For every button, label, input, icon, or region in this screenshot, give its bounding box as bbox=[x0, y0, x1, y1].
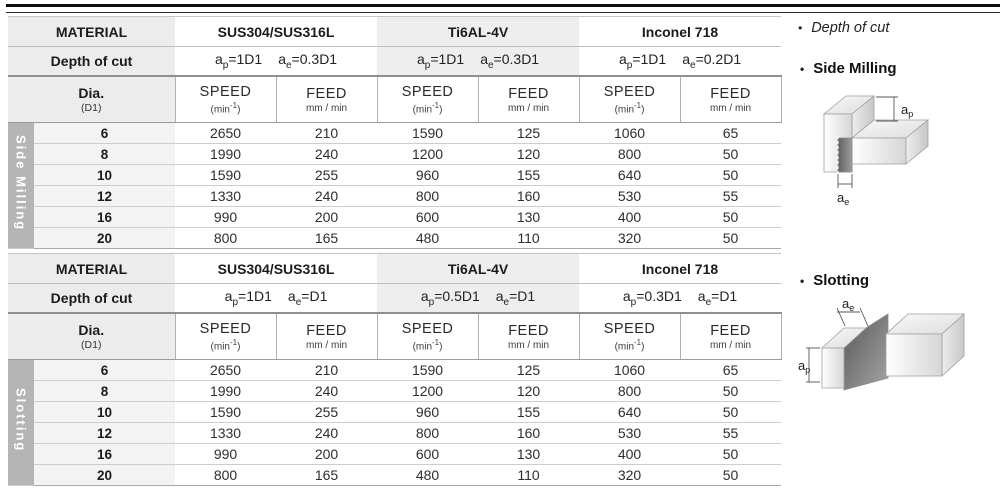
table-cell: 165 bbox=[276, 228, 377, 249]
slotting-diagram bbox=[798, 298, 978, 425]
table-row bbox=[8, 186, 781, 207]
material-label: MATERIAL bbox=[8, 17, 175, 47]
table-cell: 960 bbox=[377, 402, 478, 423]
table-cell: 50 bbox=[680, 207, 781, 228]
dia-value: 16 bbox=[34, 207, 175, 228]
table-cell: 640 bbox=[579, 165, 680, 186]
depth-of-cut-label: Depth of cut bbox=[8, 47, 175, 77]
table-row bbox=[8, 228, 781, 249]
legend-depth-of-cut-label: Depth of cut bbox=[811, 20, 890, 36]
table-cell: 480 bbox=[377, 228, 478, 249]
table-cell: 50 bbox=[680, 228, 781, 249]
table-row bbox=[8, 423, 781, 444]
material-name-inconel: Inconel 718 bbox=[579, 17, 781, 47]
dia-value: 20 bbox=[34, 228, 175, 249]
material-name-sus: SUS304/SUS316L bbox=[175, 17, 377, 47]
material-name-ti: Ti6AL-4V bbox=[377, 17, 579, 47]
bullet-icon: • bbox=[800, 62, 805, 76]
table-cell: 65 bbox=[680, 123, 781, 144]
dia-value: 16 bbox=[34, 444, 175, 465]
depth-values-ti: $a_p=0.5D1$ $a_e=D1$ bbox=[377, 284, 579, 314]
table-cell: 400 bbox=[579, 444, 680, 465]
table-row bbox=[8, 123, 781, 144]
table-cell: 600 bbox=[377, 444, 478, 465]
dia-value: 12 bbox=[34, 186, 175, 207]
table-cell: 210 bbox=[276, 360, 377, 381]
table-cell: 600 bbox=[377, 207, 478, 228]
depth-values-inconel: $a_p=1D1$ $a_e=0.2D1$ bbox=[579, 47, 781, 77]
table-cell: 1590 bbox=[175, 402, 276, 423]
table-cell: 120 bbox=[478, 144, 579, 165]
table-row bbox=[8, 207, 781, 228]
table-cell: 1590 bbox=[175, 165, 276, 186]
depth-of-cut-label: Depth of cut bbox=[8, 284, 175, 314]
bullet-icon: • bbox=[800, 274, 805, 288]
table-cell: 155 bbox=[478, 165, 579, 186]
table-cell: 240 bbox=[276, 381, 377, 402]
ap-label: $a_p$ bbox=[798, 358, 811, 375]
material-name-ti: Ti6AL-4V bbox=[377, 254, 579, 284]
top-rule bbox=[6, 4, 1000, 13]
table-cell: 2650 bbox=[175, 123, 276, 144]
feed-header: FEED mm / min bbox=[276, 76, 377, 123]
material-name-inconel: Inconel 718 bbox=[579, 254, 781, 284]
table-cell: 1590 bbox=[377, 360, 478, 381]
feed-header: FEED mm / min bbox=[478, 76, 579, 123]
side-milling-diagram bbox=[810, 86, 960, 213]
feed-header: FEED mm / min bbox=[680, 313, 781, 360]
table-cell: 530 bbox=[579, 423, 680, 444]
side-milling-table bbox=[8, 16, 782, 249]
table-cell: 800 bbox=[579, 381, 680, 402]
legend-slotting-label: Slotting bbox=[813, 272, 870, 289]
speed-header: SPEED $(\min^{-1})$ bbox=[579, 313, 680, 360]
table-cell: 160 bbox=[478, 423, 579, 444]
table-cell: 110 bbox=[478, 465, 579, 486]
dia-header: Dia. (D1) bbox=[8, 76, 175, 123]
table-cell: 240 bbox=[276, 186, 377, 207]
ae-label: $a_e$ bbox=[842, 298, 855, 313]
legend-depth-of-cut bbox=[798, 20, 889, 36]
table-cell: 120 bbox=[478, 381, 579, 402]
table-cell: 1990 bbox=[175, 381, 276, 402]
dia-value: 8 bbox=[34, 381, 175, 402]
table-cell: 255 bbox=[276, 165, 377, 186]
table-row bbox=[8, 360, 781, 381]
table-cell: 1330 bbox=[175, 186, 276, 207]
table-row bbox=[8, 381, 781, 402]
depth-values-sus: $a_p=1D1$ $a_e=D1$ bbox=[175, 284, 377, 314]
table-cell: 200 bbox=[276, 444, 377, 465]
table-row bbox=[8, 144, 781, 165]
ae-label: $a_e$ bbox=[837, 190, 850, 207]
dia-value: 10 bbox=[34, 165, 175, 186]
feed-header: FEED mm / min bbox=[680, 76, 781, 123]
table-cell: 130 bbox=[478, 444, 579, 465]
table-cell: 155 bbox=[478, 402, 579, 423]
table-cell: 800 bbox=[175, 465, 276, 486]
dia-value: 10 bbox=[34, 402, 175, 423]
table-cell: 480 bbox=[377, 465, 478, 486]
legend-panel bbox=[796, 14, 1002, 492]
table-cell: 55 bbox=[680, 423, 781, 444]
table-cell: 1330 bbox=[175, 423, 276, 444]
table-cell: 160 bbox=[478, 186, 579, 207]
speed-header: SPEED $(\min^{-1})$ bbox=[579, 76, 680, 123]
depth-values-ti: $a_p=1D1$ $a_e=0.3D1$ bbox=[377, 47, 579, 77]
material-header-row bbox=[8, 17, 781, 47]
depth-values-inconel: $a_p=0.3D1$ $a_e=D1$ bbox=[579, 284, 781, 314]
table-cell: 50 bbox=[680, 444, 781, 465]
table-cell: 125 bbox=[478, 360, 579, 381]
table-cell: 990 bbox=[175, 207, 276, 228]
table-row bbox=[8, 402, 781, 423]
table-cell: 1060 bbox=[579, 123, 680, 144]
table-cell: 255 bbox=[276, 402, 377, 423]
table-row bbox=[8, 465, 781, 486]
table-cell: 50 bbox=[680, 144, 781, 165]
ap-label: $a_p$ bbox=[901, 102, 914, 119]
dia-header: Dia. (D1) bbox=[8, 313, 175, 360]
table-cell: 960 bbox=[377, 165, 478, 186]
table-cell: 210 bbox=[276, 123, 377, 144]
table-cell: 240 bbox=[276, 423, 377, 444]
table-cell: 1200 bbox=[377, 381, 478, 402]
dia-value: 20 bbox=[34, 465, 175, 486]
speed-header: SPEED $(\min^{-1})$ bbox=[377, 313, 478, 360]
table-cell: 50 bbox=[680, 381, 781, 402]
speed-header: SPEED $(\min^{-1})$ bbox=[377, 76, 478, 123]
table-cell: 165 bbox=[276, 465, 377, 486]
speed-header: SPEED $(\min^{-1})$ bbox=[175, 313, 276, 360]
table-cell: 1990 bbox=[175, 144, 276, 165]
table-cell: 800 bbox=[377, 186, 478, 207]
table-cell: 800 bbox=[579, 144, 680, 165]
dia-value: 12 bbox=[34, 423, 175, 444]
material-header-row bbox=[8, 254, 781, 284]
feed-header: FEED mm / min bbox=[276, 313, 377, 360]
speed-header: SPEED $(\min^{-1})$ bbox=[175, 76, 276, 123]
speed-feed-header-row bbox=[8, 76, 781, 123]
feed-header: FEED mm / min bbox=[478, 313, 579, 360]
material-name-sus: SUS304/SUS316L bbox=[175, 254, 377, 284]
table-cell: 130 bbox=[478, 207, 579, 228]
dia-value: 8 bbox=[34, 144, 175, 165]
table-row bbox=[8, 444, 781, 465]
table-cell: 125 bbox=[478, 123, 579, 144]
depth-of-cut-row bbox=[8, 47, 781, 77]
table-cell: 110 bbox=[478, 228, 579, 249]
table-cell: 640 bbox=[579, 402, 680, 423]
dia-value: 6 bbox=[34, 360, 175, 381]
legend-side-milling-label: Side Milling bbox=[813, 60, 897, 77]
table-cell: 800 bbox=[175, 228, 276, 249]
table-cell: 530 bbox=[579, 186, 680, 207]
table-cell: 50 bbox=[680, 465, 781, 486]
table-cell: 400 bbox=[579, 207, 680, 228]
table-cell: 65 bbox=[680, 360, 781, 381]
row-band-label: Slotting bbox=[8, 360, 34, 486]
legend-slotting bbox=[800, 272, 869, 289]
table-cell: 1200 bbox=[377, 144, 478, 165]
table-cell: 1590 bbox=[377, 123, 478, 144]
table-cell: 320 bbox=[579, 465, 680, 486]
table-row bbox=[8, 165, 781, 186]
speed-feed-header-row bbox=[8, 313, 781, 360]
row-band-label: Side Milling bbox=[8, 123, 34, 249]
table-cell: 240 bbox=[276, 144, 377, 165]
table-cell: 2650 bbox=[175, 360, 276, 381]
table-cell: 990 bbox=[175, 444, 276, 465]
table-cell: 50 bbox=[680, 165, 781, 186]
slotting-table bbox=[8, 253, 782, 486]
table-cell: 800 bbox=[377, 423, 478, 444]
depth-of-cut-row bbox=[8, 284, 781, 314]
legend-side-milling bbox=[800, 60, 897, 77]
table-cell: 50 bbox=[680, 402, 781, 423]
bullet-icon: • bbox=[798, 21, 803, 35]
material-label: MATERIAL bbox=[8, 254, 175, 284]
table-cell: 200 bbox=[276, 207, 377, 228]
table-cell: 320 bbox=[579, 228, 680, 249]
dia-value: 6 bbox=[34, 123, 175, 144]
table-cell: 1060 bbox=[579, 360, 680, 381]
table-cell: 55 bbox=[680, 186, 781, 207]
depth-values-sus: $a_p=1D1$ $a_e=0.3D1$ bbox=[175, 47, 377, 77]
